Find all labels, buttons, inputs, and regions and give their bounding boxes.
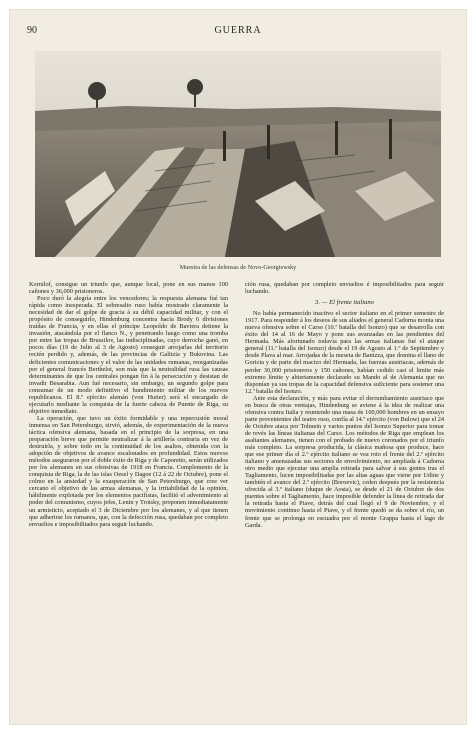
- page-header: [27, 25, 449, 39]
- right-lead-paragraph: ción rusa, quedaban por completo envueltos é imposibilitados para seguir luchando.: [245, 281, 444, 296]
- left-column: [29, 281, 228, 711]
- right-column: [245, 281, 444, 711]
- left-paragraph-2: Poco duró la alegría entre los vencedores; la respuesta alemana fué tan rápida como inesperada. El sobresalto ruso había mostrado claramente la necesidad de dar el golpe de gracia á su débil capacidad militar, y con el propósito de conseguirlo, Hindenburg concentra hacia Brody 6 divisiones traídas de Francia, y en ellas el príncipe Leopoldo de Baviera detiene la invasión, atacándola por el flanco N., y penetrando luego como una tromba por entre las tropas de Brussilov, las indisciplinadas, cuyo derroche ganó, en pocos días (19 de Julio al 3 de Agosto) conseguir arrojarlas del territorio recién perdido y, además, de las provincias de Galitzia y Bukovina. Las deficientes comunicaciones y el valor de las unidades rumanas, reorganizadas por el general francés Berthelot, son más que la neutralidad rusa las causas determinantes de que los centrales pongan fin á la persecución y desistan de invadir Besarabia. Aun fué necesario, sin embargo, un segundo golpe para consumar de un modo definitivo el hundimiento militar de los nuevos republicanos. El 8.º ejército alemán (von Hutier) será el encargado de ejecutarlo mediante la conquista de la fuerte cabeza de Puente de Riga, su objetivo inmediato.: [29, 295, 228, 415]
- running-title: GUERRA: [214, 25, 262, 36]
- trench-photograph: [35, 51, 441, 257]
- right-paragraph-1: No había permanecido inactivo el sector italiano en el primer semestre de 1917. Para responder á los deseos de sus aliados el general Cadorna monta una nueva ofensiva sobre el Carso (10.ª batalla del Isonzo) que se desarrolla con éxito del 14 al 16 de Mayo y pone sus avanzadas en las pendientes del Hermada. Más afortunado todavía para las armas italianas fué el ataque general (11.ª batalla del Isonzo) desde el 19 de Agosto al 1.º de Septiembre y desde Plava al mar. Arrojadas de la meseta de Banizza, que domina el llano de Gorizia y de parte del macizo del Hermada, las fuerzas austriacas, además de perder 30,000 prisioneros y 150 cañones, habían cedido casi el limite más extremo límite y abiertamente declarado su Mando al de Alemania que no disponían ya sus tropas de la capacidad defensiva suficiente para sostener una 12.ª batalla del Isonzo.: [245, 310, 444, 395]
- page: [9, 9, 467, 725]
- left-paragraph-3: La operación, que tuvo un éxito formidable y una repercusión moral inmensa en San Petersburgo, sirvió, además, de experimentación de la nueva táctica ofensiva alemana, basada en el principio de la sorpresa, en una preparación breve que permite neutralizar á la artillería contraria en vez de destruirla, y sobre todo en la continuidad de los asaltos, obtenida con la adopción de objetivos de avance escalonados en profundidad. Estos nuevos métodos aseguraron por el doble éxito de Riga y de Caporetto, serán utilizados por los alemanes en sus ofensivas de 1918 en Francia. Complemento de la conquista de Riga, la de las islas Oesel y Dagoe (12 á 22 de Octubre), pone el colmo en la ansiedad y la exasperación de San Petersburgo, que cree ver cercano el objetivo de las armas alemanas, y la irritabilidad de la opinión, hábilmente explotada por los elementos pacifistas, facilitó el advenimiento al poder del comunismo, cuyos jefes, Lenin y Trotsky, proponen inmediatamente un armisticio, aceptado el 3 de Diciembre por los alemanes, y al que tienen que adherirse los rumanos, que, con la defección rusa, quedaban por completo envueltos e imposibilitados para seguir luchando.: [29, 414, 228, 528]
- section-title: 3. — El frente italiano: [315, 299, 374, 307]
- page-number: 90: [27, 25, 37, 36]
- photo-caption: Muestra de las defensas de Novo-Georgiewsky: [179, 264, 297, 271]
- left-paragraph-1: Kornilof, consigue un triunfo que, aunque local, pone en sus manos 100 cañones y 36,000 prisioneros.: [29, 281, 228, 296]
- right-paragraph-2: Ante esta declaración, y más para evitar el derrumbamiento austriaco que en busca de otras ventajas, Hindenburg se aviene á la idea de realizar una ofensiva contra Italia y reuniendo una masa de 100,000 hombres en un ensayo parte provenientes del teatro ruso, confía al 14.º ejército (von Bulow) que el 24 de Octubre ataca por Tolmein y varios puntos del Isonzo Superior para tomar de revés las líneas italianas del Carso. Los métodos de Riga que emplean los asaltantes alemanes, tienen con el probado de nuevo coronados por el triunfo más completo. La sorpresa producida, la clásica mañosa que produce, hace que ese primer día el 2.º ejército italiano se vea roto el frente del 2.º ejército italiano y amenazadas sus sectores de envolvimiento, no ampliada á Cadorna otro medio que ejecutar una amplia retirada para salvar á sus gentes tras el Tagliamento, lucen imposibilitadas por las altas aguas que viene por Udine y también el avance del 2.º ejército (Boroevic), ceden después por la resistencia ofrecida al 3.º italiano (duque de Aosta), se desde el 21 de Octubre de dos puentes sobre el Tagliamento, hace imposible defender la línea de retirada dar la retirada hasta el Piave, detrás del cual llegó el 9 de Noviembre, y el movimiento continuo hasta el Piave, y el frente quedó se da sobre el río, un frente que se prolonga en escuadra por el monte Grappa hasta el lago de Garda.: [245, 394, 444, 529]
- trench-photo-image: [35, 51, 441, 257]
